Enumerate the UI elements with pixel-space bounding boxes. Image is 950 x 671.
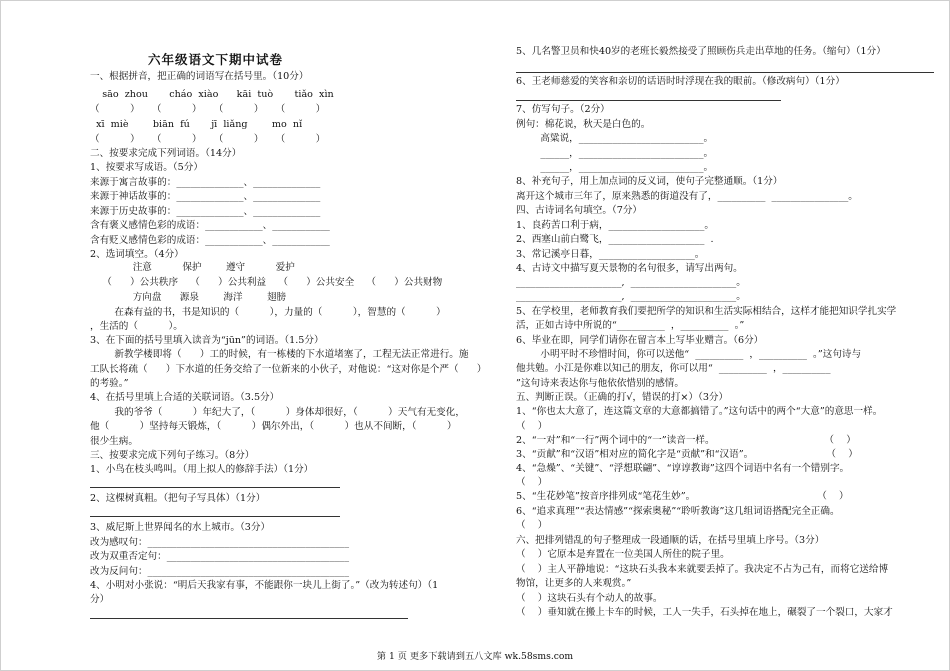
answer-line: [90, 618, 408, 619]
question-line: 3、“贡献”和“汉语”相对应的简化字是“贡献”和“汉语”。 （ ）: [516, 449, 858, 460]
question-line: 改为感叹句：__________________________________________: [90, 537, 350, 548]
question-line: 5、几名警卫员和快40岁的老班长毅然接受了照顾伤兵走出草地的任务。（缩句）（1分）: [516, 46, 886, 57]
question-line: （ ）: [516, 520, 548, 531]
question-line: 3、在下面的括号里填入读音为“jūn”的词语。（1.5分）: [90, 335, 324, 346]
question-line: 高粱说，__________________________。: [516, 133, 714, 144]
right-column: [516, 0, 941, 625]
left-column: [90, 0, 515, 625]
question-line: 例句：棉花说，秋天是白色的。: [516, 119, 651, 130]
question-line: 6、“追求真理”“表达情感”“探索奥秘”“聆听教诲”这几组词语搭配完全正确。: [516, 506, 840, 517]
word-choice-row-1: 注意 保护 遵守 爱护: [90, 262, 295, 273]
pinyin-row-1: sāo zhou cháo xiào kāi tuò tiǎo xìn: [90, 89, 334, 100]
question-line: 1、良药苦口利于病，____________________。: [516, 220, 714, 231]
question-line: 来源于神话故事的：______________、______________: [90, 191, 321, 202]
question-line: 7、仿写句子。（2分）: [516, 104, 610, 115]
question-line: 来源于寓言故事的：______________、______________: [90, 177, 321, 188]
section-3-heading: 三、按要求完成下列句子练习。（8分）: [90, 450, 255, 461]
question-line: ，生活的（ ）。: [90, 321, 183, 332]
question-line: 物馆，让更多的人来观赏。”: [516, 578, 632, 589]
question-line: 很少生病。: [90, 436, 138, 447]
question-line: ______，__________________________。: [516, 162, 714, 173]
section-6-heading: 六、把排列错乱的句子整理成一段通顺的话，在括号里填上序号。（3分）: [516, 535, 825, 546]
question-line: （ ）: [516, 421, 548, 432]
question-line: ______________________, ______________________。: [516, 291, 746, 302]
answer-line: [90, 487, 340, 488]
question-line: 小明平时不珍惜时间，你可以送他“ __________ ，__________ 。”这句诗与: [516, 349, 862, 360]
question-line: 8、补充句子，用上加点词的反义词，使句子完整通顺。（1分）: [516, 176, 783, 187]
question-line: 他共勉。小江是你难以知己的朋友，你可以用“ __________ ，__________: [516, 363, 831, 374]
question-line: 活，正如古诗中所说的“__________ ，__________ 。”: [516, 320, 745, 331]
fill-row-2: 在森有益的书，书是知识的（ ），力量的（ ），智慧的（ ）: [90, 307, 446, 318]
answer-line: [90, 516, 340, 517]
question-line: 1、按要求写成语。（5分）: [90, 162, 203, 173]
question-line: 1、“你也太大意了，连这篇文章的大意都搞错了。”这句话中的两个“大意”的意思一样。: [516, 406, 883, 417]
question-line: 来源于历史故事的：______________、______________: [90, 206, 321, 217]
page-footer: 第 1 页 更多下载请到五八文库 wk.58sms.com: [376, 651, 574, 662]
question-line: 2、西塞山前白鹭飞，____________________ .: [516, 234, 714, 245]
question-line: （ ）主人平静地说：“这块石头我本来就要丢掉了。我决定不占为己有，而将它送给博: [516, 564, 889, 575]
answer-line: [516, 100, 781, 101]
word-choice-row-2: 方向盘 源泉 海洋 翅膀: [90, 292, 287, 303]
question-line: 3、威尼斯上世界闻名的水上城市。（3分）: [90, 522, 271, 533]
question-line: 4、古诗文中描写夏天景物的名句很多，请写出两句。: [516, 263, 743, 274]
question-line: 改为反问句：__________________________________________: [90, 566, 350, 577]
question-line: 的考验。”: [90, 378, 129, 389]
question-line: 3、常记溪亭日暮，____________________。: [516, 249, 705, 260]
question-line: 6、毕业在即，同学们请你在留言本上写毕业赠言。（6分）: [516, 335, 764, 346]
fill-row-1: （ ）公共秩序 （ ）公共利益 （ ）公共安全 （ ）公共财物: [90, 277, 443, 288]
answer-brackets-row-2: （ ） （ ） （ ） （ ）: [90, 134, 326, 145]
question-line: 2、“一对”和“一行”两个词中的“一”读音一样。 （ ）: [516, 435, 856, 446]
section-4-heading: 四、古诗词名句填空。（7分）: [516, 205, 643, 216]
question-line: （ ）垂知就在搬上卡车的时候，工人一失手，石头掉在地上，碾裂了一个裂口，大家才: [516, 607, 893, 618]
answer-brackets-row-1: （ ） （ ） （ ） （ ）: [90, 104, 326, 115]
question-line: 4、在括号里填上合适的关联词语。（3.5分）: [90, 392, 280, 403]
question-line: 1、小鸟在枝头鸣叫。（用上拟人的修辞手法）（1分）: [90, 464, 314, 475]
question-line: 他（ ）坚持每天锻炼，（ ）偶尔外出，（ ）也从不间断，（ ）: [90, 421, 457, 432]
question-line: ______，__________________________。: [516, 148, 714, 159]
question-line: 5、在学校里，老师教育我们要把所学的知识和生活实际相结合，这样才能把知识学扎实学: [516, 306, 897, 317]
question-line: 我的爷爷（ ）年纪大了，（ ）身体却很好，（ ）天气有无变化，: [90, 407, 465, 418]
question-line: 含有贬义感情色彩的成语：____________、____________: [90, 235, 330, 246]
question-line: 工队长将疏（ ）下水道的任务交给了一位新来的小伙子，对他说：“这对你是个严（ ）: [90, 364, 487, 375]
question-line: 5、“生花妙笔”按音序排列成“笔花生妙”。 （ ）: [516, 491, 849, 502]
question-line: 2、这棵树真粗。（把句子写具体）（1分）: [90, 493, 266, 504]
answer-line: [516, 72, 934, 73]
question-line: 分）: [90, 594, 110, 605]
question-line: 改为双重否定句：______________________________________: [90, 551, 350, 562]
pinyin-row-2: xī miè biān fú jī liǎng mo nǐ: [90, 119, 303, 130]
section-1-heading: 一、根据拼音，把正确的词语写在括号里。（10分）: [90, 71, 309, 82]
question-line: （ ）这块石头有个动人的故事。: [516, 593, 663, 604]
question-line: 2、选词填空。（4分）: [90, 249, 184, 260]
question-line: 离开这个城市三年了，原来熟悉的街道没有了，__________ ________________。: [516, 191, 858, 202]
section-5-heading: 五、判断正误。（正确的打√，错误的打×）（3分）: [516, 392, 729, 403]
exam-title: 六年级语文下期中试卷: [148, 52, 284, 67]
section-2-heading: 二、按要求完成下列词语。（14分）: [90, 148, 242, 159]
question-line: 4、小明对小张说：“明后天我家有事，不能跟你一块儿上街了。”（改为转述句）（1: [90, 580, 439, 591]
question-line: ______________________, ______________________。: [516, 277, 746, 288]
question-line: （ ）它原本是弃置在一位美国人所住的院子里。: [516, 549, 730, 560]
question-line: 含有褒义感情色彩的成语：____________、____________: [90, 220, 330, 231]
question-line: ”这句诗来表达你与他依依惜别的感情。: [516, 378, 684, 389]
question-line: （ ）: [516, 477, 548, 488]
question-line: 新教学楼即将（ ）工的时候，有一栋楼的下水道堵塞了，工程无法正常进行。施: [90, 349, 469, 360]
question-line: 4、“急燥”、“关键”、“浮想联翩”、“谆谆教诲”这四个词语中名有一个错别字。: [516, 463, 850, 474]
question-line: 6、王老师慈爱的笑容和亲切的话语时时浮现在我的眼前。（修改病句）（1分）: [516, 76, 845, 87]
